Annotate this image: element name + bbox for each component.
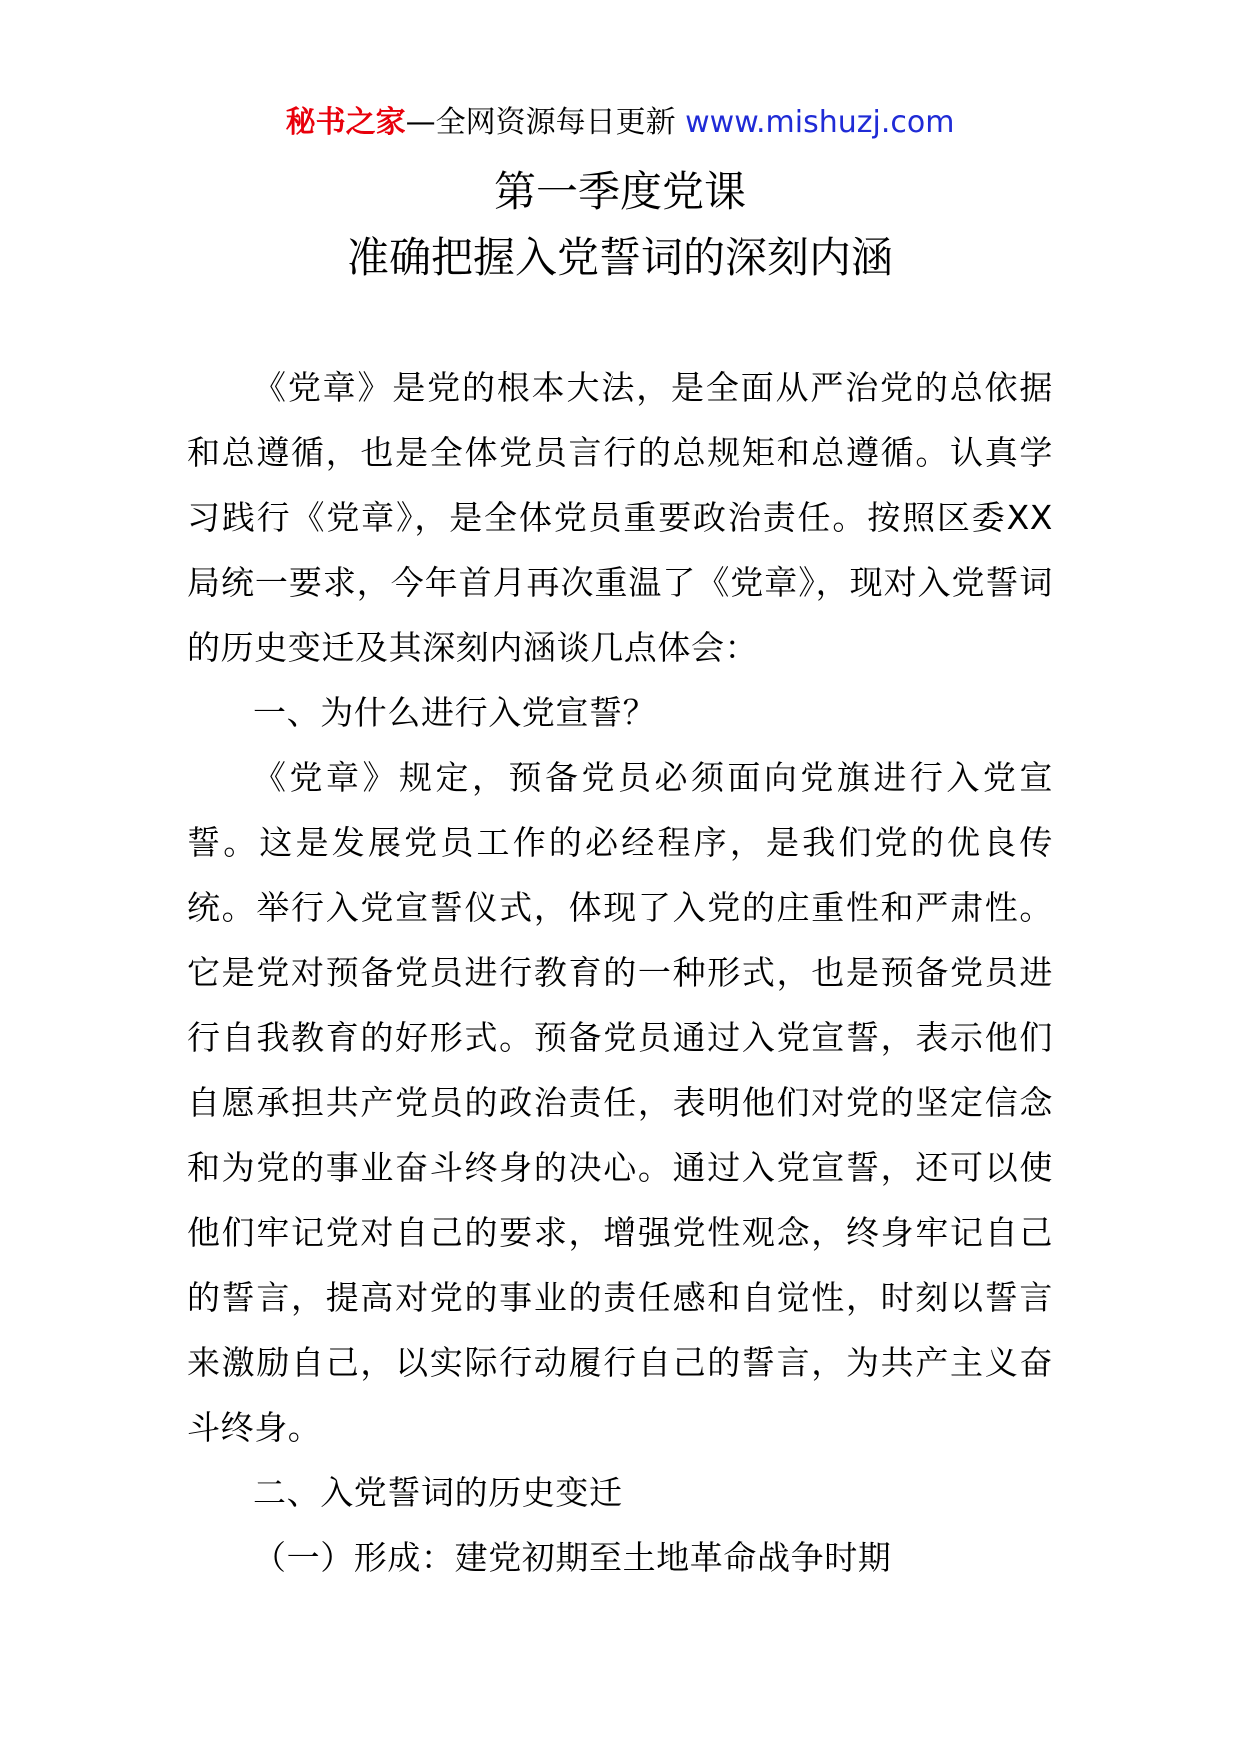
site-url-link[interactable]: www.mishuzj.com (685, 105, 955, 140)
brand-name: 秘书之家 (285, 105, 406, 140)
subsection-heading-1: （一）形成：建党初期至土地革命战争时期 (253, 1538, 892, 1577)
section-heading-1: 一、为什么进行入党宣誓？ (253, 693, 657, 732)
header-tagline: —全网资源每日更新 (405, 105, 676, 140)
intro-paragraph: 《党章》是党的根本大法，是全面从严治党的总依据和总遵循，也是全体党员言行的总规矩和总遵循。认真学习践行《党章》，是全体党员重要政治责任。按照区委XX局统一要求，今年首月再次重温了《党章》，现对入党誓词的历史变迁及其深刻内涵谈几点体会： (187, 368, 1053, 667)
site-header (0, 101, 1240, 145)
section-1-paragraph: 《党章》规定，预备党员必须面向党旗进行入党宣誓。这是发展党员工作的必经程序，是我们党的优良传统。举行入党宣誓仪式，体现了入党的庄重性和严肃性。它是党对预备党员进行教育的一种形式，也是预备党员进行自我教育的好形式。预备党员通过入党宣誓，表示他们自愿承担共产党员的政治责任，表明他们对党的坚定信念和为党的事业奋斗终身的决心。通过入党宣誓，还可以使他们牢记党对自己的要求，增强党性观念，终身牢记自己的誓言，提高对党的事业的责任感和自觉性，时刻以誓言来激励自己，以实际行动履行自己的誓言，为共产主义奋斗终身。 (187, 758, 1053, 1447)
document-body (187, 355, 1053, 1590)
document-subtitle: 准确把握入党誓词的深刻内涵 (346, 233, 893, 282)
section-heading-2: 二、入党誓词的历史变迁 (253, 1473, 623, 1512)
document-title: 第一季度党课 (493, 167, 746, 216)
